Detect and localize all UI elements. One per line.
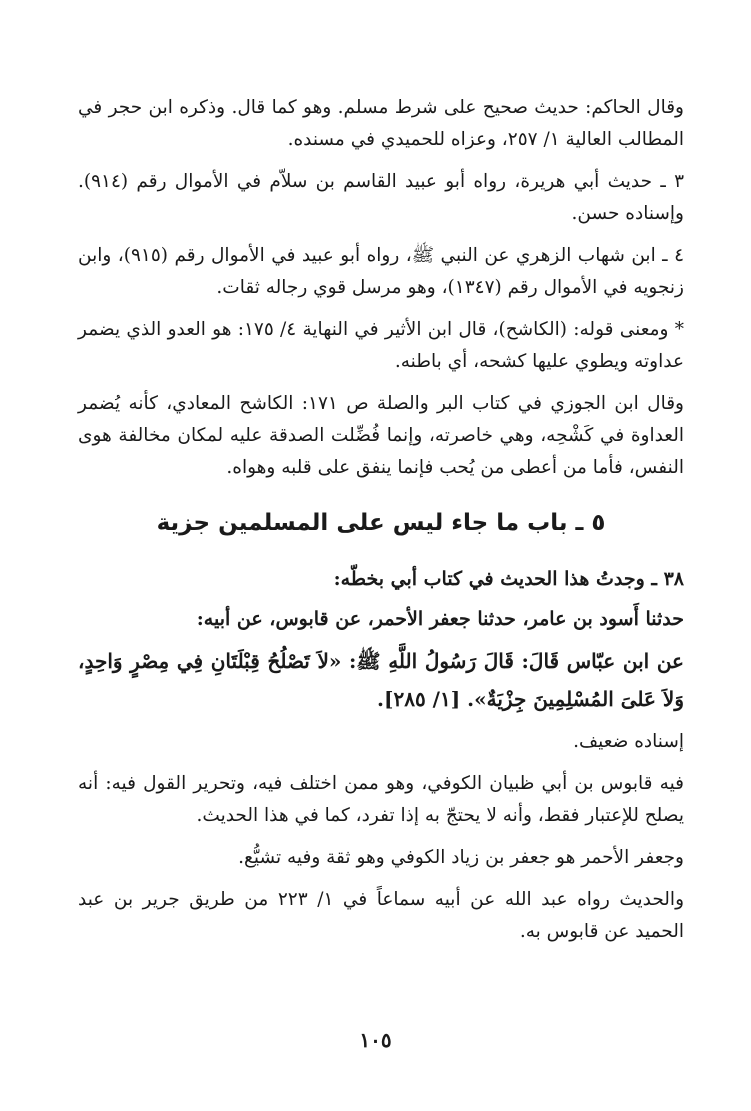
- chapter-title: ٥ ـ باب ما جاء ليس على المسلمين جزية: [156, 510, 606, 536]
- paragraph-abdullah: والحديث رواه عبد الله عن أبيه سماعاً في ١/ ٢٢٣ من طريق جرير بن عبد الحميد عن قابوس به.: [78, 889, 684, 942]
- page-number: ١٠٥: [359, 1028, 392, 1052]
- hadith-matn: عن ابن عبّاس قَالَ: قَالَ رَسُولُ اللَّهِ ﷺ: «لاَ تَصْلُحُ قِبْلَتَانِ فِي مِصْرٍ وَاحِدٍ، وَلاَ عَلىَ المُسْلِمِينَ جِزْيَةٌ». [١/ ٢٨٥].: [78, 649, 684, 711]
- hadith-intro: ٣٨ ـ وجدتُ هذا الحديث في كتاب أبي بخطّه:: [333, 568, 684, 590]
- page-body: [78, 92, 684, 958]
- paragraph-kashih-meaning: * ومعنى قوله: (الكاشح)، قال ابن الأثير في النهاية ٤/ ١٧٥: هو العدو الذي يضمر عداوته ويطوي عليها كشحه، أي باطنه.: [78, 319, 684, 372]
- paragraph-ibn-jawzi: وقال ابن الجوزي في كتاب البر والصلة ص ١٧١: الكاشح المعادي، كأنه يُضمر العداوة في كَشْحِه، وهي خاصرته، وإنما فُضِّلت الصدقة عليه لمكان مخالفة هوى النفس، فأما من أعطى من يُحب فإنما ينفق على قلبه وهواه.: [78, 393, 684, 478]
- hadith-isnad: حدثنا أَسود بن عامر، حدثنا جعفر الأحمر، عن قابوس، عن أبيه:: [196, 608, 684, 630]
- paragraph-hakim: وقال الحاكم: حديث صحيح على شرط مسلم. وهو كما قال. وذكره ابن حجر في المطالب العالية ١/ ٢٥٧، وعزاه للحميدي في مسنده.: [78, 97, 684, 150]
- paragraph-jafar: وجعفر الأحمر هو جعفر بن زياد الكوفي وهو ثقة وفيه تشيُّع.: [238, 847, 684, 868]
- paragraph-zuhri: ٤ ـ ابن شهاب الزهري عن النبي ﷺ، رواه أبو عبيد في الأموال رقم (٩١٥)، وابن زنجويه في الأموال رقم (١٣٤٧)، وهو مرسل قوي رجاله ثقات.: [78, 245, 684, 298]
- paragraph-isnad-weak: إسناده ضعيف.: [573, 731, 684, 752]
- paragraph-qabus: فيه قابوس بن أبي ظبيان الكوفي، وهو ممن اختلف فيه، وتحرير القول فيه: أنه يصلح للإعتبار فقط، وأنه لا يحتجّ به إذا تفرد، كما في هذا الحديث.: [78, 773, 684, 826]
- paragraph-abu-hurayra: ٣ ـ حديث أبي هريرة، رواه أبو عبيد القاسم بن سلاّم في الأموال رقم (٩١٤). وإسناده حسن.: [78, 171, 684, 224]
